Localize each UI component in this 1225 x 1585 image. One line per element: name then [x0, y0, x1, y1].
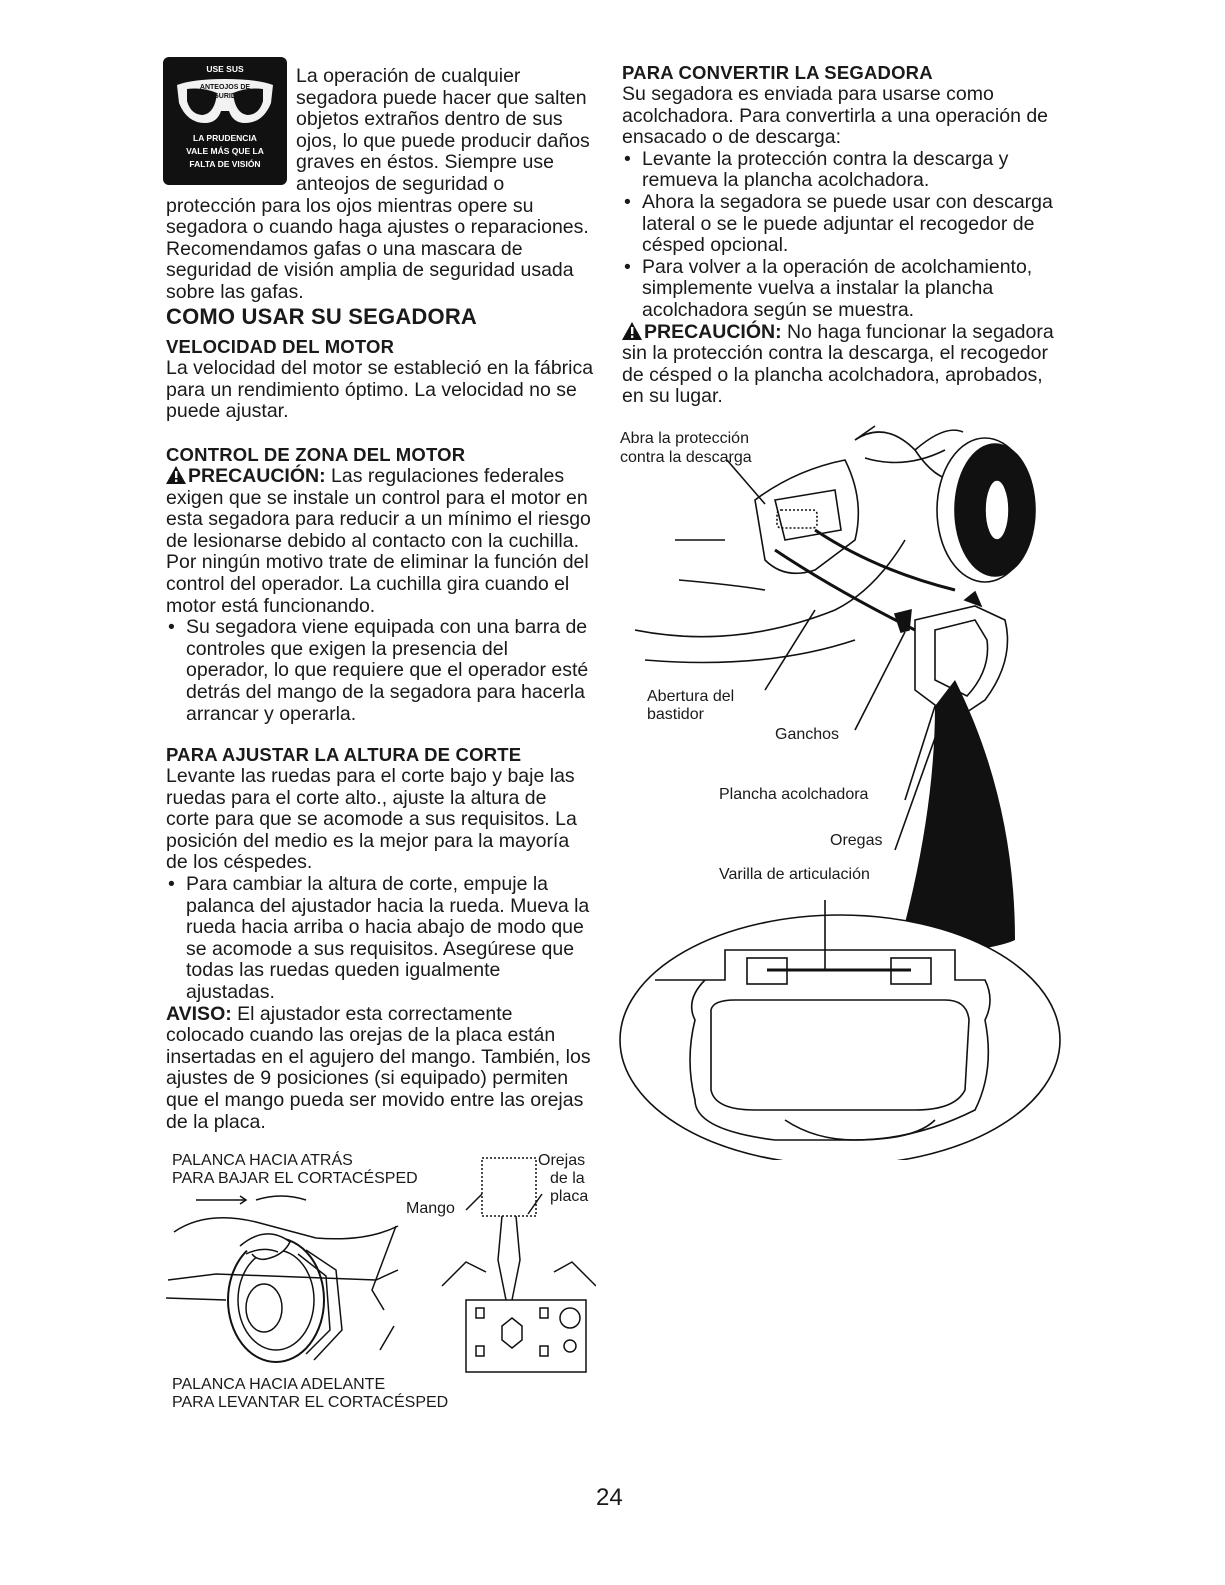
- como-usar-section: [166, 304, 594, 423]
- safety-icon-line4: LA PRUDENCIA: [193, 133, 257, 143]
- fig-orejas-line3: placa: [550, 1188, 589, 1205]
- convertir-caution-label: PRECAUCIÓN:: [644, 320, 782, 343]
- convertir-title: PARA CONVERTIR LA SEGADORA: [622, 62, 933, 83]
- como-usar-title: COMO USAR SU SEGADORA: [166, 304, 477, 329]
- height-adjust-drawing: [166, 1150, 596, 1376]
- convertir-bullet-3: • Para volver a la operación de acolchamiento, simplemente vuelva a instalar la plancha acolchadora según se muestra.: [622, 257, 1060, 322]
- velocidad-text: La velocidad del motor se estableció en la fábrica para un rendimiento óptimo. La velocidad no se puede ajustar.: [166, 357, 594, 423]
- fig-bottom-line2: PARA LEVANTAR EL CORTACÉSPED: [172, 1394, 449, 1411]
- fig-top-line1: PALANCA HACIA ATRÁS: [172, 1152, 353, 1169]
- ajustar-bullet: • Para cambiar la altura de corte, empuje la palanca del ajustador hacia la rueda. Mueva la rueda hacia arriba o hacia abajo de modo que se acomode a sus requisitos. Asegúrese que todas las ruedas queden igualmente ajustadas.: [166, 874, 594, 1004]
- control-caution-label: PRECAUCIÓN:: [188, 465, 326, 487]
- fig-orejas-line2: de la: [550, 1170, 585, 1187]
- safety-icon-line6: FALTA DE VISIÓN: [189, 159, 261, 169]
- fig-orejas-line1: Orejas: [538, 1152, 586, 1169]
- intro-paragraph: La operación de cualquier segadora puede hacer que salten objetos extraños dentro de sus ojos, lo que puede producir daños graves en éstos. Siempre use anteojos de seguridad o protección para los ojos mientras opere su segadora o cuando haga ajustes o reparaciones. Recomendamos gafas o una mascara de seguridad de visión amplia de seguridad usada sobre las gafas.: [166, 65, 590, 303]
- convertir-text: Su segadora es enviada para usarse como acolchadora. Para convertirla a una operación de ensacado o de descarga:: [622, 83, 1049, 149]
- safety-icon-line3: SEGURIDAD: [203, 93, 247, 100]
- mulch-plate-figure: [615, 420, 1065, 1160]
- aviso-label: AVISO:: [166, 1002, 232, 1025]
- ajustar-altura-text: Levante las ruedas para el corte bajo y baje las ruedas para el corte alto., ajuste la altura de corte para que se acomode a sus requisitos. La posición del medio es la mejor para la mayoría de los céspedes.: [166, 765, 577, 874]
- control-zona-section: [166, 444, 594, 725]
- safety-icon-line2: ANTEOJOS DE: [199, 84, 251, 91]
- fig-bottom-line1: PALANCA HACIA ADELANTE: [172, 1376, 386, 1393]
- fig-top-line2: PARA BAJAR EL CORTACÉSPED: [172, 1170, 418, 1187]
- label-ganchos: Ganchos: [775, 726, 840, 743]
- warning-triangle-icon: [622, 322, 642, 340]
- velocidad-title: VELOCIDAD DEL MOTOR: [166, 336, 395, 357]
- label-varilla: Varilla de articulación: [719, 866, 870, 883]
- control-caution-text: Las regulaciones federales exigen que se instale un control para el motor en esta segadora para reducir a un mínimo el riesgo de lesionarse debido al contacto con la cuchilla. Por ningún motivo trate de eliminar la función del control del operador. La cuchilla gira cuando el motor está funcionando.: [166, 465, 591, 617]
- label-abra-line1: Abra la protección: [620, 430, 749, 447]
- aviso-text: El ajustador esta correctamente colocado cuando las orejas de la placa están insertadas en el agujero del mango. También, los ajustes de 9 posiciones (si equipado) permiten que el mango pueda ser movido entre las orejas de la placa.: [166, 1002, 591, 1133]
- label-abertura-line1: Abertura del: [647, 688, 735, 705]
- label-abra-line2: contra la descarga: [620, 449, 752, 466]
- control-bullet: • Su segadora viene equipada con una barra de controles que exigen la presencia del operador, lo que requiere que el operador esté detrás del mango de la segadora para hacerla arrancar y operarla.: [166, 617, 594, 725]
- convertir-bullet-1: • Levante la protección contra la descarga y remueva la plancha acolchadora.: [622, 149, 1060, 192]
- convertir-section: [622, 62, 1060, 408]
- control-zona-title: CONTROL DE ZONA DEL MOTOR: [166, 444, 466, 465]
- fig-mango-label: Mango: [406, 1200, 455, 1217]
- label-plancha: Plancha acolchadora: [719, 786, 869, 803]
- safety-icon-line5: VALE MÁS QUE LA: [186, 146, 264, 156]
- page-number: 24: [596, 1484, 623, 1511]
- convertir-bullet-2: • Ahora la segadora se puede usar con descarga lateral o se le puede adjuntar el recogedor de césped opcional.: [622, 192, 1060, 257]
- label-oregas: Oregas: [830, 832, 883, 849]
- convertir-caution-text: No haga funcionar la segadora sin la protección contra la descarga, el recogedor de césped o la plancha acolchadora, aprobados, en su lugar.: [622, 320, 1054, 408]
- label-abertura-line2: bastidor: [647, 706, 704, 723]
- warning-triangle-icon: [166, 466, 186, 484]
- safety-icon-line1: USE SUS: [206, 64, 244, 74]
- ajustar-altura-title: PARA AJUSTAR LA ALTURA DE CORTE: [166, 744, 522, 765]
- intro-block: [166, 66, 594, 304]
- ajustar-altura-section: [166, 744, 594, 1133]
- height-adjust-figure: [166, 1150, 596, 1420]
